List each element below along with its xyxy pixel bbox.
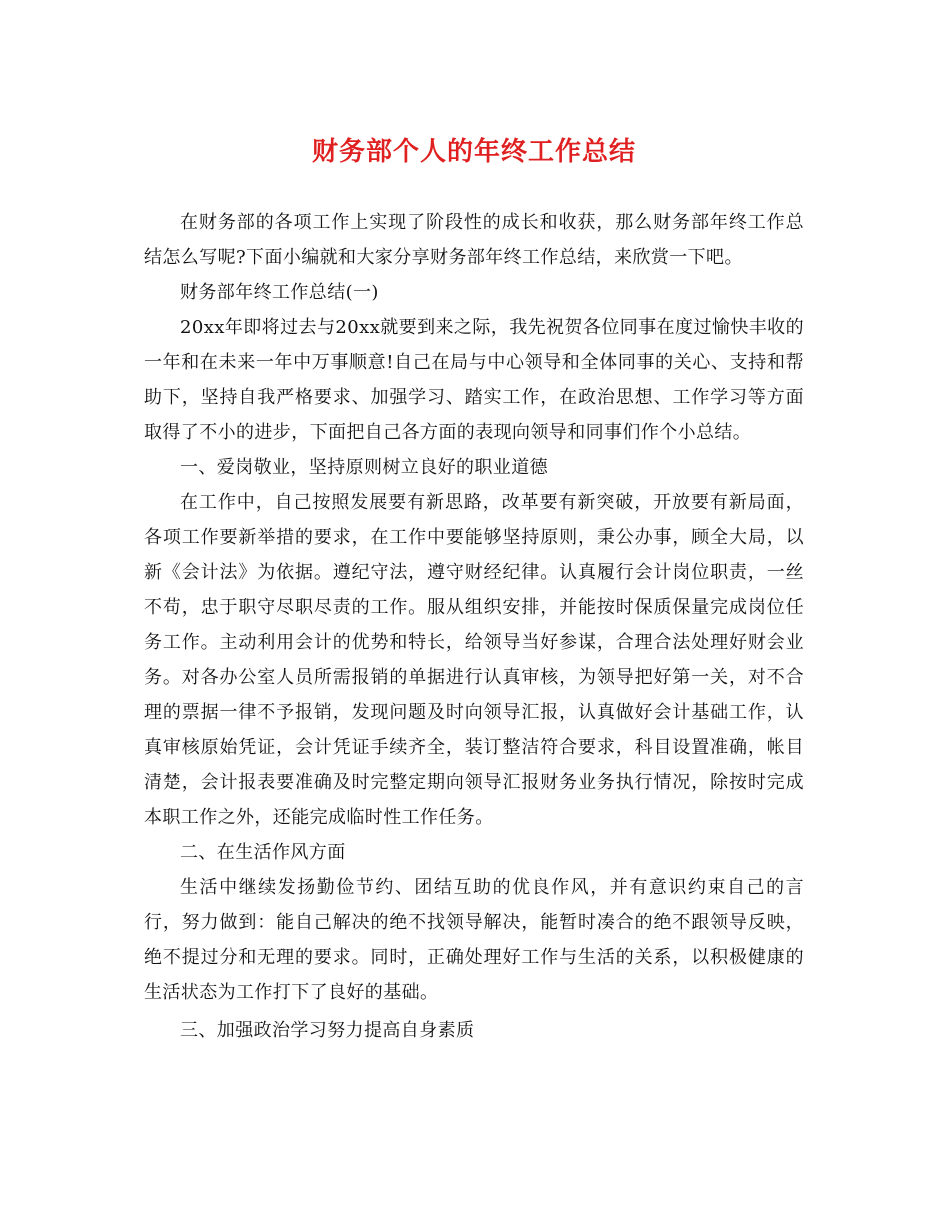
section-heading-2: 二、在生活作风方面 xyxy=(180,842,346,863)
section-2-paragraph: 生活中继续发扬勤俭节约、团结互助的优良作风，并有意识约束自己的言行，努力做到：能自己解决的绝不找领导解决，能暂时凑合的绝不跟领导反映，绝不提过分和无理的要求。同时，正确处理好工作与生活的关系，以积极健康的生活状态为工作打下了良好的基础。 xyxy=(144,877,804,1003)
opening-paragraph: 20xx年即将过去与20xx就要到来之际，我先祝贺各位同事在度过愉快丰收的一年和在未来一年中万事顺意!自己在局与中心领导和全体同事的关心、支持和帮助下，坚持自我严格要求、加强学习、踏实工作，在政治思想、工作学习等方面取得了不小的进步，下面把自己各方面的表现向领导和同事们作个小总结。 xyxy=(144,317,804,443)
document-page xyxy=(144,0,804,1230)
document-title: 财务部个人的年终工作总结 xyxy=(311,137,636,167)
document-body xyxy=(144,205,804,1048)
section-heading-1: 一、爱岗敬业，坚持原则树立良好的职业道德 xyxy=(180,457,548,478)
section-heading-3: 三、加强政治学习努力提高自身素质 xyxy=(180,1020,475,1041)
section-1-paragraph: 在工作中，自己按照发展要有新思路，改革要有新突破，开放要有新局面，各项工作要新举措的要求，在工作中要能够坚持原则，秉公办事，顾全大局，以新《会计法》为依据。遵纪守法，遵守财经纪律。认真履行会计岗位职责，一丝不苟，忠于职守尽职尽责的工作。服从组织安排，并能按时保质保量完成岗位任务工作。主动利用会计的优势和特长，给领导当好参谋，合理合法处理好财会业务。对各办公室人员所需报销的单据进行认真审核，为领导把好第一关，对不合理的票据一律不予报销，发现问题及时向领导汇报，认真做好会计基础工作，认真审核原始凭证，会计凭证手续齐全，装订整洁符合要求，科目设置准确，帐目清楚，会计报表要准确及时完整定期向领导汇报财务业务执行情况，除按时完成本职工作之外，还能完成临时性工作任务。 xyxy=(144,492,804,828)
section-label: 财务部年终工作总结(一) xyxy=(180,282,379,303)
intro-paragraph: 在财务部的各项工作上实现了阶段性的成长和收获，那么财务部年终工作总结怎么写呢?下面小编就和大家分享财务部年终工作总结，来欣赏一下吧。 xyxy=(144,212,804,268)
